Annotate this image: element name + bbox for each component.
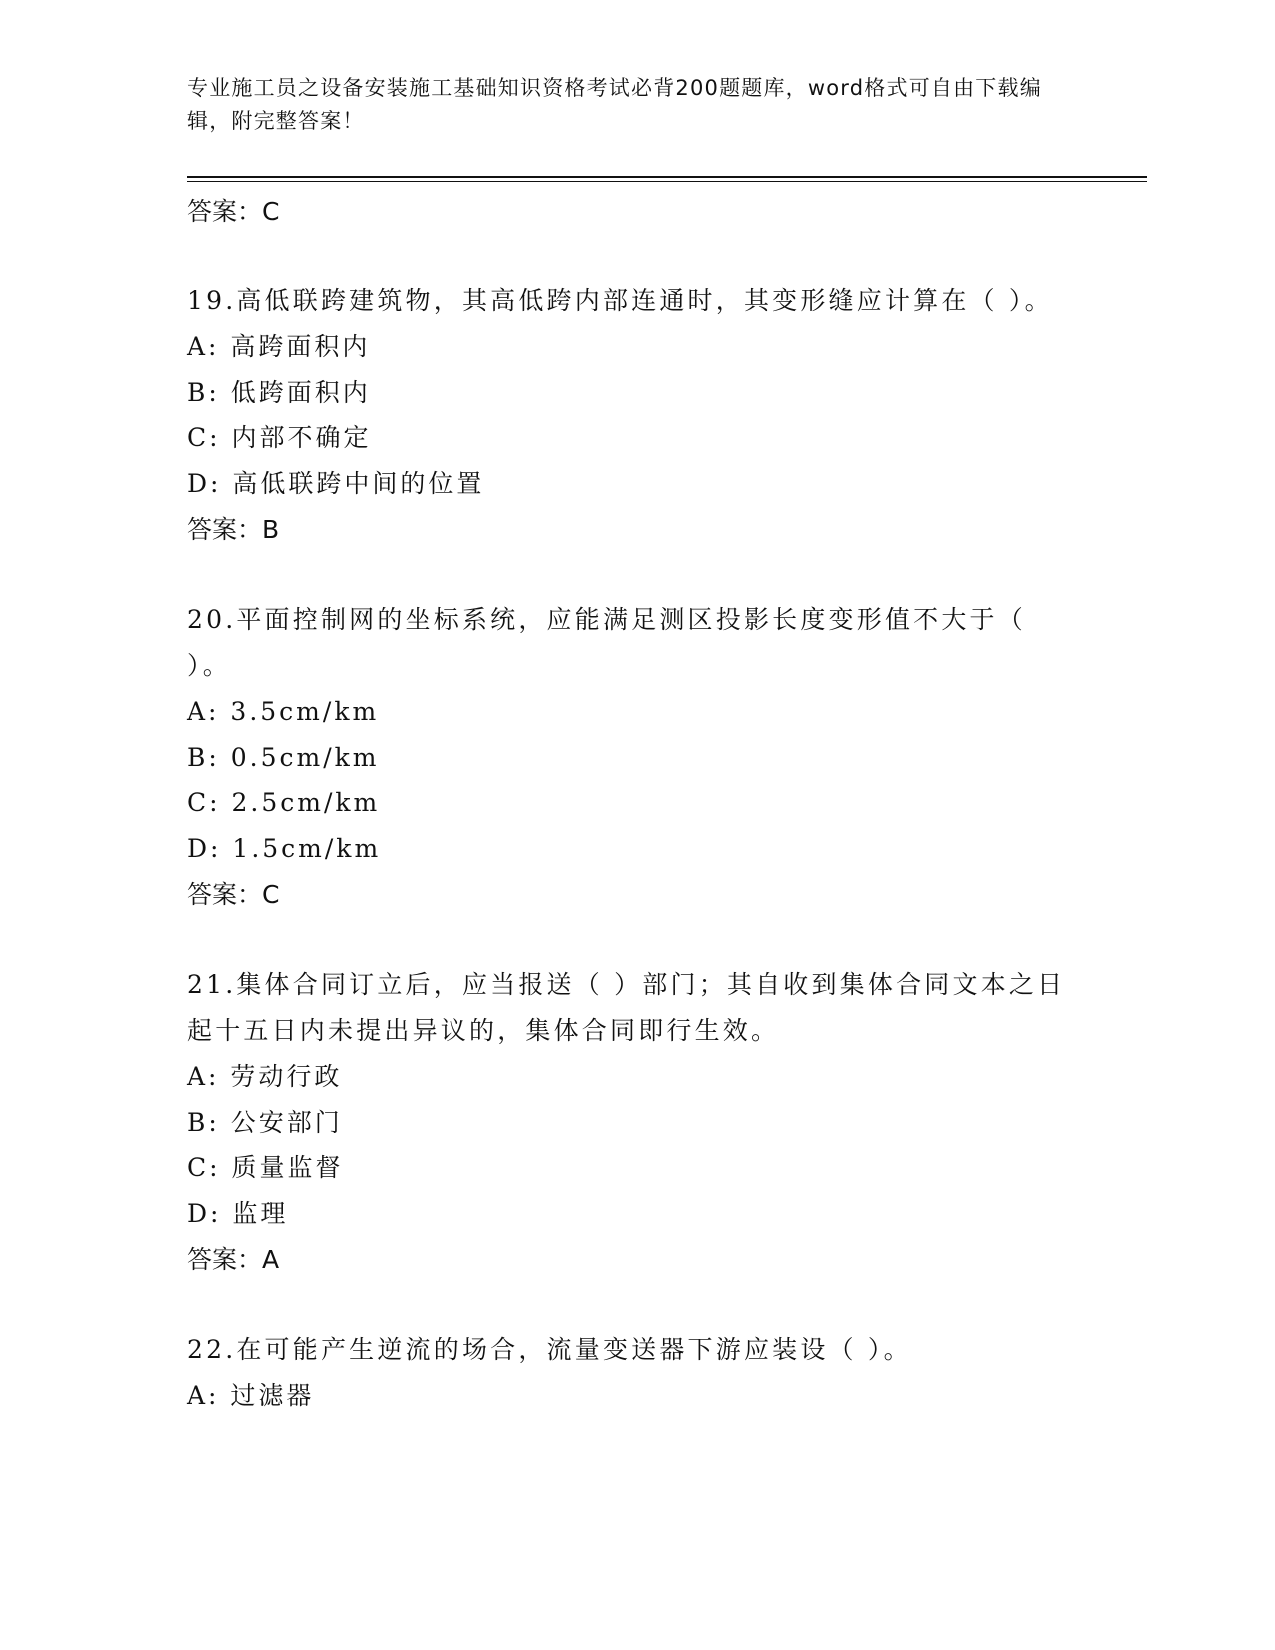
question-block xyxy=(187,597,1067,919)
question-text: 20.平面控制网的坐标系统，应能满足测区投影长度变形值不大于（ ）。 xyxy=(187,605,1026,680)
header-divider-thin xyxy=(187,181,1147,182)
option-c: C: 质量监督 xyxy=(187,1153,344,1182)
question-block xyxy=(187,278,1067,554)
option-c: C: 2.5cm/km xyxy=(187,788,381,817)
question-text: 21.集体合同订立后，应当报送（ ）部门；其自收到集体合同文本之日起十五日内未提出异议的，集体合同即行生效。 xyxy=(187,970,1066,1045)
answer-line: 答案：B xyxy=(187,515,280,544)
option-c: C: 内部不确定 xyxy=(187,423,372,452)
answer-line: 答案：C xyxy=(187,880,280,909)
option-b: B: 0.5cm/km xyxy=(187,742,380,772)
question-list xyxy=(187,188,1067,1419)
option-b: B: 低跨面积内 xyxy=(187,377,371,407)
answer-line: 答案：A xyxy=(187,1245,280,1274)
question-block xyxy=(187,1327,1067,1419)
option-d: D: 1.5cm/km xyxy=(187,833,382,863)
option-b: B: 公安部门 xyxy=(187,1107,343,1137)
question-text: 19.高低联跨建筑物，其高低跨内部连通时，其变形缝应计算在（ ）。 xyxy=(187,286,1053,315)
option-d: D: 监理 xyxy=(187,1198,289,1228)
option-d: D: 高低联跨中间的位置 xyxy=(187,468,485,498)
answer-line: 答案：C xyxy=(187,197,280,226)
option-a: A: 高跨面积内 xyxy=(187,332,371,361)
header-divider xyxy=(187,176,1147,178)
option-a: A: 过滤器 xyxy=(187,1381,315,1410)
option-a: A: 劳动行政 xyxy=(187,1062,343,1091)
question-text: 22.在可能产生逆流的场合，流量变送器下游应装设（ ）。 xyxy=(187,1335,912,1364)
question-block xyxy=(187,962,1067,1284)
option-a: A: 3.5cm/km xyxy=(187,697,380,726)
page-header: 专业施工员之设备安装施工基础知识资格考试必背200题题库，word格式可自由下载编辑，附完整答案！ xyxy=(187,76,1042,133)
